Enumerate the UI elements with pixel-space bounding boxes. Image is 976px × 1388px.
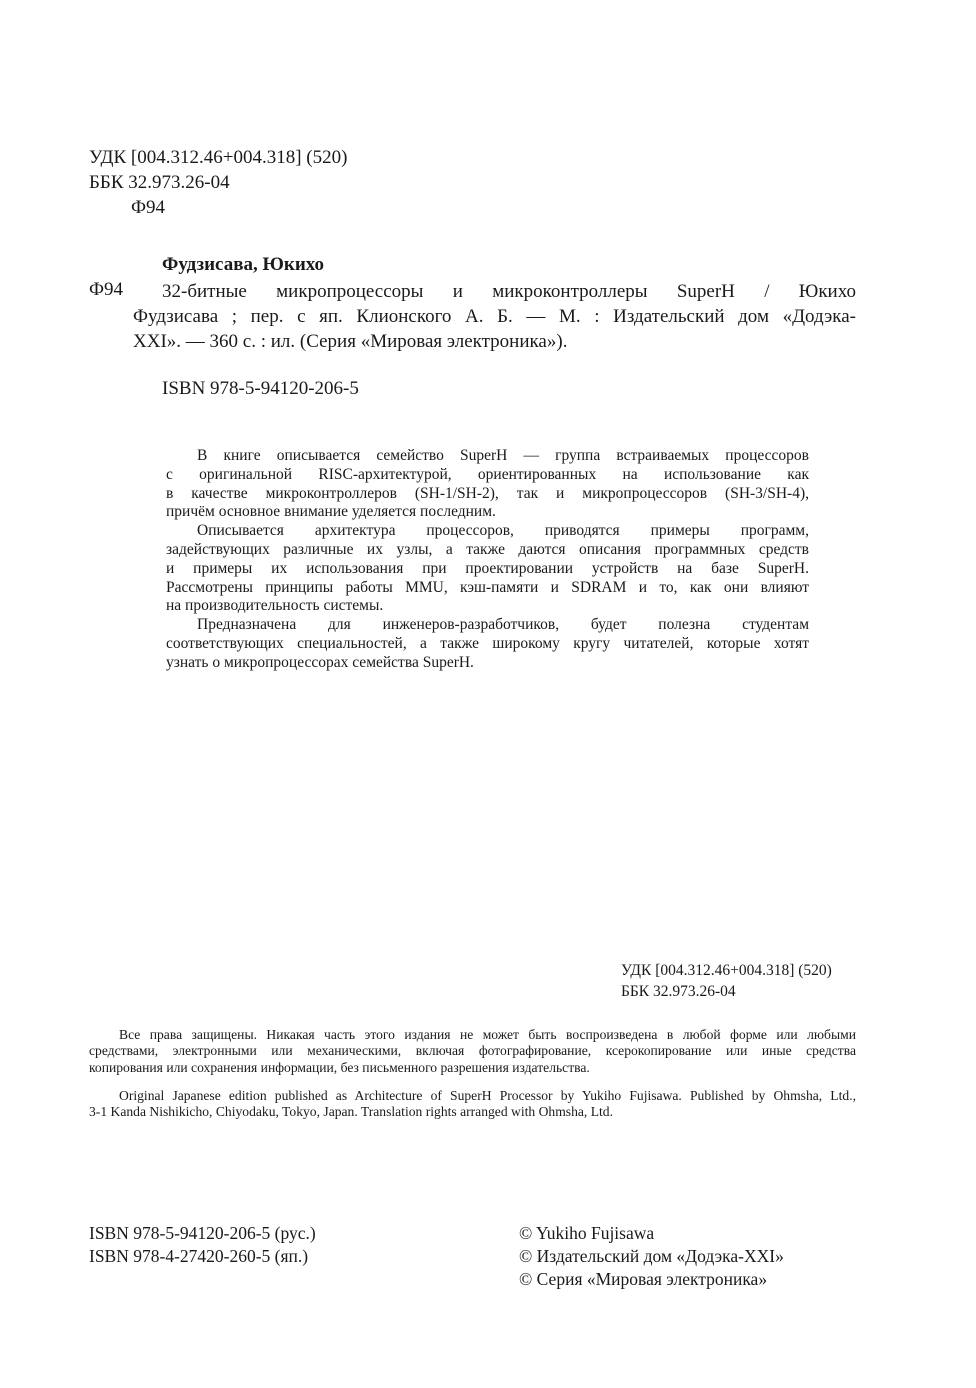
annotation-line: с оригинальной RISC-архитектурой, ориентированных на использование как [166,465,809,483]
annotation-line: Рассмотрены принципы работы MMU, кэш-памяти и SDRAM и то, как они влияют [166,578,809,596]
annotation-line: Описывается архитектура процессоров, приводятся примеры программ, [197,522,809,540]
annotation-paragraph [166,447,809,522]
bbk-code: ББК 32.973.26-04 [89,172,230,193]
classification-block [89,145,347,220]
bib-code: Ф94 [89,279,124,300]
codes-right [621,960,832,1002]
isbn-list [89,1222,316,1268]
rights-notice [89,1027,856,1076]
annotation-paragraph [166,522,809,616]
annotation-line: узнать о микропроцессорах семейства SuperH. [166,653,474,671]
bib-line: Фудзисава ; пер. с яп. Клионского А. Б. — М. : Издательский дом «Додэка- [133,306,856,327]
copyright-line: © Серия «Мировая электроника» [519,1269,768,1289]
author-name: Фудзисава, Юкихо [162,254,325,275]
bib-line: XXI». — 360 с. : ил. (Серия «Мировая электроника»). [133,331,568,352]
annotation [166,447,809,673]
annotation-line: задействующих различные их узлы, а также даются описания программных средств [166,540,809,558]
annotation-line: Предназначена для инженеров-разработчиков, будет полезна студентам [197,616,809,634]
annotation-line: на производительность системы. [166,597,384,615]
bbk-code-right: ББК 32.973.26-04 [621,983,736,1000]
annotation-line: в качестве микроконтроллеров (SH-1/SH-2), так и микропроцессоров (SH-3/SH-4), [166,484,809,502]
copyright-line: © Издательский дом «Додэка-XXI» [519,1246,784,1266]
annotation-line: причём основное внимание уделяется последним. [166,503,496,521]
isbn-main: ISBN 978-5-94120-206-5 [162,378,359,399]
bibliographic-description [133,279,856,354]
original-line: Original Japanese edition published as Architecture of SuperH Processor by Yukiho Fujisawa. Published by Ohmsha, Ltd., [119,1088,856,1103]
annotation-line: и примеры их использования при проектировании устройств на базе SuperH. [166,559,809,577]
author-sign: Ф94 [131,197,166,218]
udk-code: УДК [004.312.46+004.318] (520) [89,147,348,168]
annotation-paragraph [166,616,809,672]
rights-line: средствами, электронными или механическими, включая фотографирование, ксерокопирование или иные средства [89,1043,856,1059]
bib-line: 32-битные микропроцессоры и микроконтроллеры SuperH / Юкихо [162,281,856,302]
copyright-list [519,1222,784,1291]
rights-line: копирования или сохранения информации, без письменного разрешения издательства. [89,1059,590,1075]
copyright-line: © Yukiho Fujisawa [519,1223,655,1243]
isbn-russian: ISBN 978-5-94120-206-5 (рус.) [89,1223,316,1243]
annotation-line: соответствующих специальностей, а также широкому кругу читателей, которые хотят [166,634,809,652]
udk-code-right: УДК [004.312.46+004.318] (520) [621,962,832,979]
isbn-japanese: ISBN 978-4-27420-260-5 (яп.) [89,1246,309,1266]
original-edition-note [89,1088,856,1121]
original-line: 3-1 Kanda Nishikicho, Chiyodaku, Tokyo, Japan. Translation rights arranged with Ohmsha, Ltd. [89,1104,613,1120]
rights-line: Все права защищены. Никакая часть этого издания не может быть воспроизведена в любой форме или любыми [119,1027,856,1042]
annotation-line: В книге описывается семейство SuperH — группа встраиваемых процессоров [197,447,809,464]
